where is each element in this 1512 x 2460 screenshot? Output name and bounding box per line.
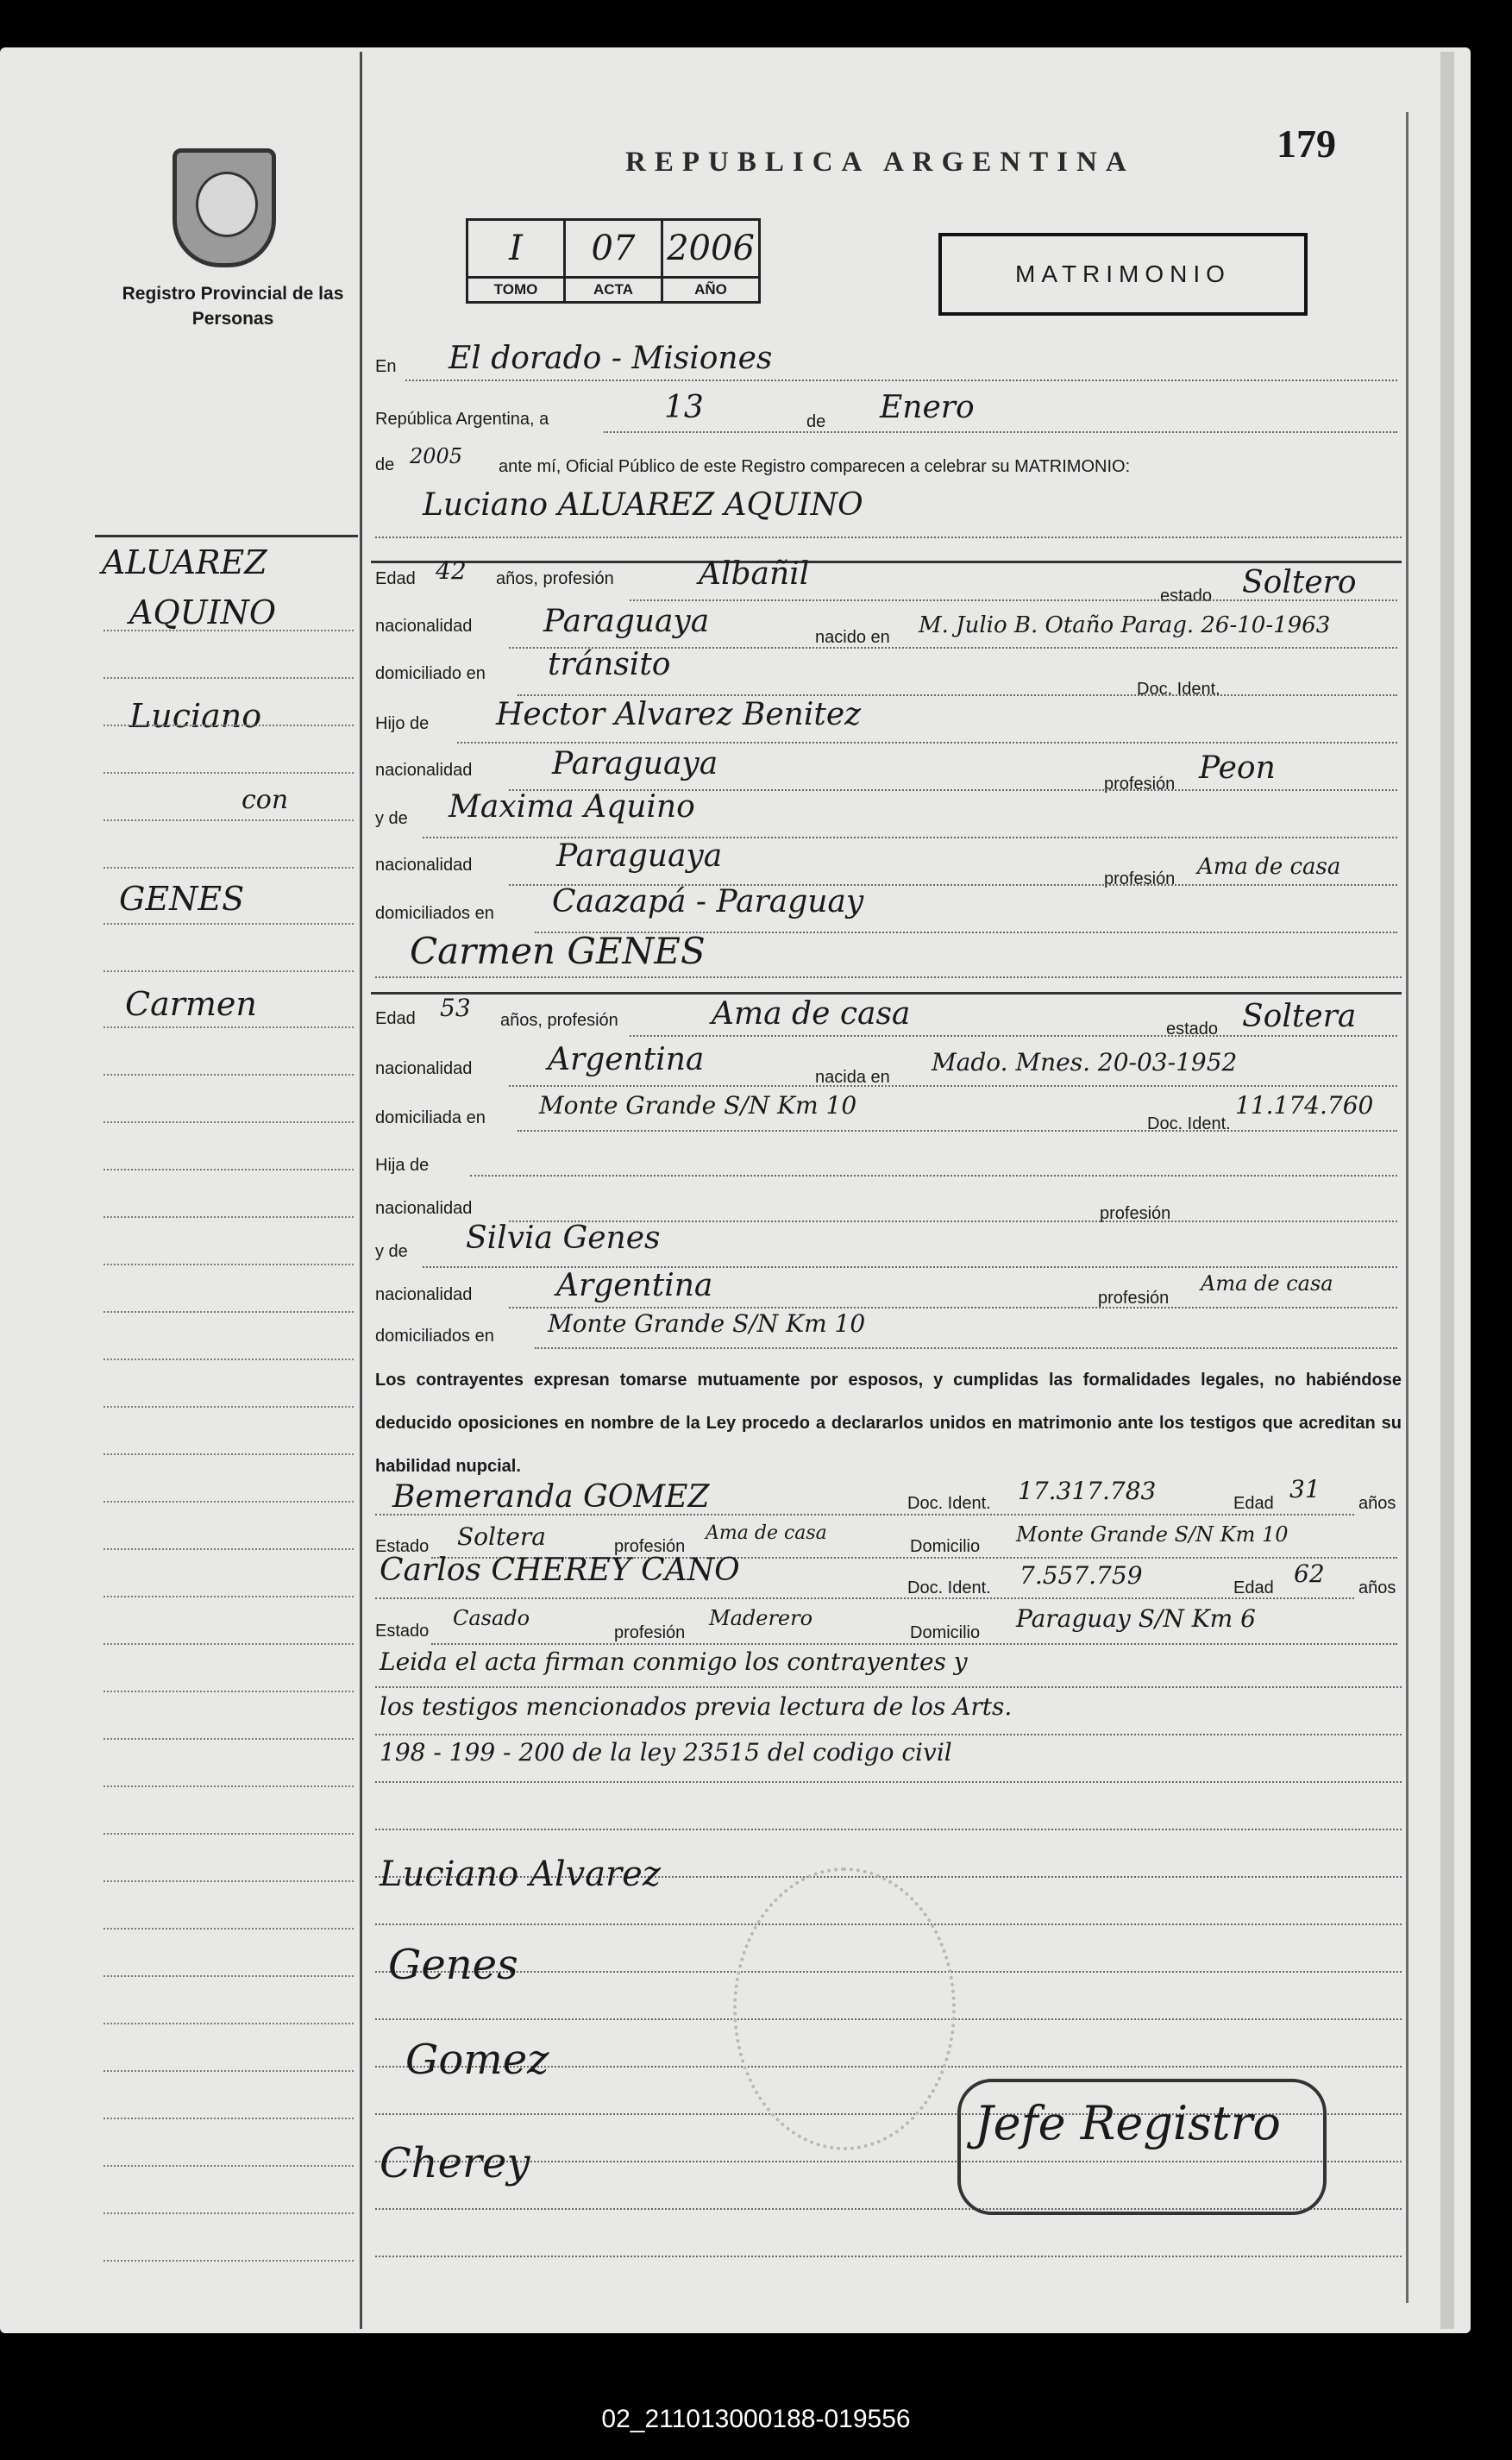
day-value: 13 [664,390,704,425]
signature: Cherey [380,2139,530,2187]
groom-name: Luciano ALUAREZ AQUINO [423,487,863,523]
witness2-profession: Maderero [709,1606,813,1630]
doc-label: Doc. Ident. [907,1578,991,1597]
groom-estado: Soltero [1242,565,1357,600]
profesion-label: profesión [1098,1289,1170,1308]
estado-label: Estado [375,1622,430,1641]
bride-mother-nationality: Argentina [556,1268,713,1303]
anio-label: AÑO [662,278,760,303]
anos-label: años [1358,1494,1396,1513]
page-edge [1440,52,1454,2329]
groom-domicile: tránsito [548,647,671,682]
margin-note: Carmen [125,985,257,1023]
domiciliados-label: domiciliados en [375,1327,494,1346]
groom-father-nationality: Paraguaya [552,746,718,781]
domiciliados-label: domiciliados en [375,904,494,923]
profesion-label: profesión [614,1537,686,1556]
intro-text: ante mí, Oficial Público de este Registro comparecen a celebrar su MATRIMONIO: [499,457,1131,476]
bride-profession: Ama de casa [712,996,911,1032]
groom-mother-nationality: Paraguaya [556,838,723,874]
acta-value: 07 [565,220,662,278]
signature-official: Jefe Registro [975,2096,1281,2150]
page-title: REPUBLICA ARGENTINA [625,147,1135,178]
groom-father: Hector Alvarez Benitez [496,697,862,732]
closing-line: Leida el acta firman conmigo los contrayentes y [380,1647,968,1676]
book-reference-table [466,218,761,304]
edad-label: Edad [1233,1578,1274,1597]
page-number: 179 [1277,122,1336,166]
place-value: El dorado - Misiones [449,341,773,376]
registry-name: Registro Provincial de las Personas [122,284,344,329]
month-value: Enero [880,390,975,425]
estado-label: Estado [375,1537,430,1556]
tomo-value: I [467,220,565,278]
witness2-estado: Casado [453,1606,530,1630]
closing-line: los testigos mencionados previa lectura de los Arts. [380,1692,1013,1721]
bride-mother-profession: Ama de casa [1201,1271,1333,1296]
republica-label: República Argentina, a [375,410,549,429]
doc-label: Doc. Ident. [1147,1114,1231,1133]
profesion-label: profesión [1100,1204,1171,1223]
margin-note: AQUINO [129,593,277,631]
nacionalidad-label: nacionalidad [375,761,473,780]
edad-label: Edad [375,569,416,588]
coat-of-arms-icon [173,148,276,267]
signature-groom: Luciano Alvarez [380,1854,661,1894]
nacida-label: nacida en [815,1068,890,1087]
witness1-estado: Soltera [457,1522,546,1551]
witness1-domicile: Monte Grande S/N Km 10 [1016,1522,1289,1547]
bride-estado: Soltera [1242,999,1357,1034]
acta-label: ACTA [565,278,662,303]
groom-nationality: Paraguaya [543,604,710,639]
witness1-age: 31 [1289,1475,1321,1503]
groom-age: 42 [436,556,467,585]
margin-rule [95,535,358,537]
image-id-caption: 02_211013000188-019556 [601,2405,911,2433]
witness1-doc: 17.317.783 [1018,1477,1157,1505]
margin-note: Luciano [129,697,262,735]
margin-note: ALUAREZ [102,543,267,581]
en-label: En [375,357,397,376]
witness1-profession: Ama de casa [706,1522,827,1544]
margin-divider [360,52,362,2329]
witness2-domicile: Paraguay S/N Km 6 [1016,1604,1256,1633]
hija-label: Hija de [375,1156,430,1175]
nacido-label: nacido en [815,628,890,647]
yde-label: y de [375,1242,408,1261]
bride-doc: 11.174.760 [1235,1091,1374,1120]
edad-label: Edad [375,1009,416,1028]
bride-birth: Mado. Mnes. 20-03-1952 [932,1048,1238,1076]
groom-parents-domicile: Caazapá - Paraguay [552,884,864,919]
bride-nationality: Argentina [548,1042,705,1077]
bride-name: Carmen GENES [410,930,706,972]
de-label: de [806,412,826,431]
domiciliada-label: domiciliada en [375,1108,486,1127]
hijo-label: Hijo de [375,714,430,733]
groom-birth: M. Julio B. Otaño Parag. 26-10-1963 [919,612,1331,638]
bride-age: 53 [440,994,471,1022]
declaration-text: Los contrayentes expresan tomarse mutuamente por esposos, y cumplidas las formalidades legales, no habiéndose deducido oposiciones en nombre de la Ley procedo a declararlos unidos en matrimonio ante los testigos que acreditan su habilidad nupcial. [375,1371,1402,1476]
signature: Genes [388,1941,518,1989]
witness2-age: 62 [1294,1559,1325,1588]
anos-label: años [1358,1578,1396,1597]
closing-line: 198 - 199 - 200 de la ley 23515 del codigo civil [380,1738,952,1767]
domiciliado-label: domiciliado en [375,664,486,683]
witness2-name: Carlos CHEREY CANO [380,1553,740,1588]
yde-label: y de [375,809,408,828]
nacionalidad-label: nacionalidad [375,1059,473,1078]
official-seal-stamp [733,1867,956,2150]
de-year-label: de [375,455,395,474]
bride-domicile: Monte Grande S/N Km 10 [539,1091,857,1120]
year-value: 2005 [410,444,463,468]
profesion-label: profesión [614,1623,686,1642]
margin-note: GENES [119,880,245,918]
doc-label: Doc. Ident. [907,1494,991,1513]
estado-label: estado [1166,1020,1219,1039]
profesion-label: profesión [1104,775,1176,794]
nacionalidad-label: nacionalidad [375,617,473,636]
anio-value: 2006 [662,220,760,278]
domicilio-label: Domicilio [910,1537,981,1556]
bride-mother: Silvia Genes [466,1221,661,1256]
signature: Gomez [405,2036,549,2084]
witness1-name: Bemeranda GOMEZ [392,1479,710,1515]
anos-profesion-label: años, profesión [500,1011,618,1030]
tomo-label: TOMO [467,278,565,303]
groom-mother: Maxima Aquino [449,789,695,825]
groom-father-profession: Peon [1199,750,1276,786]
witness2-doc: 7.557.759 [1020,1561,1143,1590]
anos-profesion-label: años, profesión [496,569,614,588]
nacionalidad-label: nacionalidad [375,1285,473,1304]
nacionalidad-label: nacionalidad [375,856,473,875]
bride-parents-domicile: Monte Grande S/N Km 10 [548,1309,866,1338]
act-type-box: MATRIMONIO [938,233,1308,316]
right-border [1406,112,1408,2303]
domicilio-label: Domicilio [910,1623,981,1642]
nacionalidad-label: nacionalidad [375,1199,473,1218]
profesion-label: profesión [1104,869,1176,888]
groom-profession: Albañil [699,556,810,592]
doc-label: Doc. Ident. [1137,680,1220,699]
edad-label: Edad [1233,1494,1274,1513]
estado-label: estado [1160,587,1213,606]
groom-mother-profession: Ama de casa [1197,854,1341,880]
margin-note: con [242,785,289,815]
